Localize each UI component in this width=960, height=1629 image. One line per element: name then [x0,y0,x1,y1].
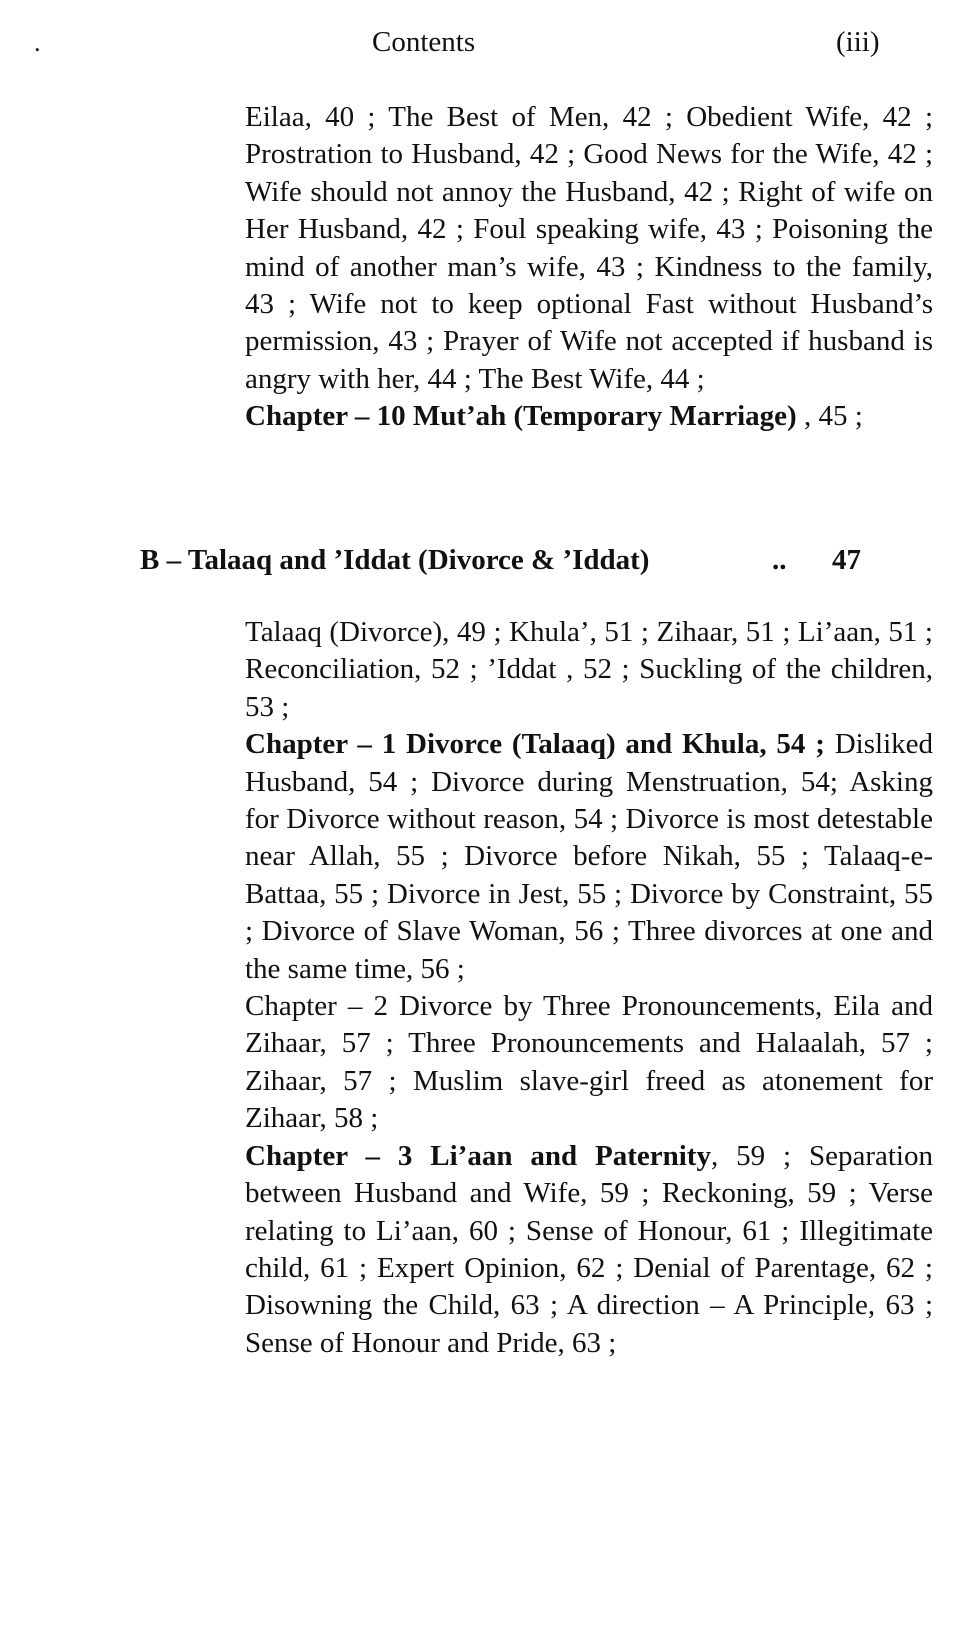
entry-paragraph: Talaaq (Divorce), 49 ; Khula’, 51 ; Zihaar, 51 ; Li’aan, 51 ; Reconciliation, 52 ; ’Iddat , 52 ; Suckling of the children, 53 ; [245,616,933,723]
page-number: (iii) [836,26,880,58]
chapter-10-heading: Chapter – 10 Mut’ah (Temporary Marriage) [245,400,797,433]
chapter-1-topics: Disliked Husband, 54 ; Divorce during Menstruation, 54; Asking for Divorce without reason, 54 ; Divorce is most detestable near Allah, 55 ; Divorce before Nikah, 55 ; Talaaq-e-Battaa, 55 ; Divorce in Jest, 55 ; Divorce by Constraint, 55 ; Divorce of Slave Woman, 56 ; Three divorces at one and the same time, 56 ; [245,728,933,985]
chapter-3-heading: Chapter – 3 Li’aan and Paternity [245,1139,711,1172]
section-title: B – Talaaq and ’Iddat (Divorce & ’Iddat) [140,544,650,576]
contents-block-divorce [245,614,933,1362]
section-heading [140,544,900,577]
stray-dot: . [34,28,41,57]
section-page-number: 47 [832,544,861,576]
chapter-1-entry [245,726,933,988]
entry-paragraph: Eilaa, 40 ; The Best of Men, 42 ; Obedient Wife, 42 ; Prostration to Husband, 42 ; Good News for the Wife, 42 ; Wife should not annoy the Husband, 42 ; Right of wife on Her Husband, 42 ; Foul speaking wife, 43 ; Poisoning the mind of another man’s wife, 43 ; Kindness to the family, 43 ; Wife not to keep optional Fast without Husband’s permission, 43 ; Prayer of Wife not accepted if husband is angry with her, 44 ; The Best Wife, 44 ; [245,101,933,395]
chapter-2-entry: Chapter – 2 Divorce by Three Pronouncements, Eila and Zihaar, 57 ; Three Pronouncements and Halaalah, 57 ; Zihaar, 57 ; Muslim slave-girl freed as atonement for Zihaar, 58 ; [245,990,933,1135]
running-header-title: Contents [372,26,476,58]
chapter-10-entry [245,398,933,435]
chapter-3-topics: , 59 ; Separation between Husband and Wife, 59 ; Reckoning, 59 ; Verse relating to Li’aan, 60 ; Sense of Honour, 61 ; Illegitimate child, 61 ; Expert Opinion, 62 ; Denial of Parentage, 62 ; Disowning the Child, 63 ; A direction – A Principle, 63 ; Sense of Honour and Pride, 63 ; [245,1139,933,1359]
contents-block-marriage [245,99,933,436]
chapter-1-heading: Chapter – 1 Divorce (Talaaq) and Khula, 54 ; [245,728,825,761]
chapter-3-entry [245,1138,933,1362]
section-leader-dots: .. [772,544,787,576]
chapter-10-page: , 45 ; [796,400,863,433]
